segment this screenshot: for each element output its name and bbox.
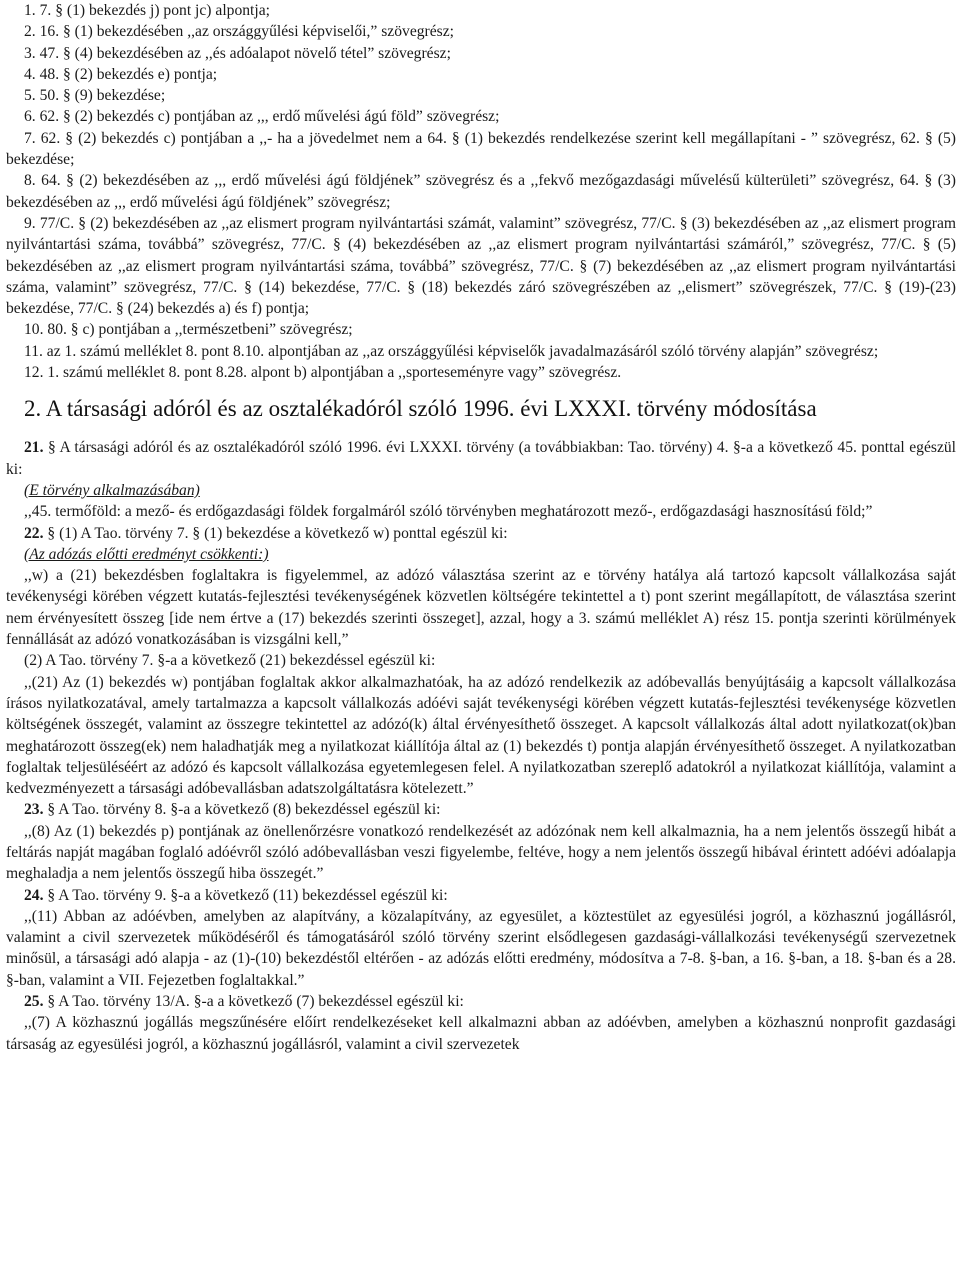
quoted-provision: ,,(8) Az (1) bekezdés p) pontjának az önellenőrzésre vonatkozó rendelkezését az adózónak nem kell alkalmaznia, ha a nem jelentős összegű hibát a feltárás napját magában foglaló adóévről szóló adóbevallásban veszi figyelembe, feltéve, hogy a nem jelentős összegű hibával érintett adóévi adóalapja meghaladja a nem jelentős összegű hiba összegét.” xyxy=(6,822,956,883)
paragraph: (2) A Tao. törvény 7. §-a a következő (21) bekezdéssel egészül ki: xyxy=(24,652,436,670)
section-number: 25. xyxy=(24,993,44,1011)
quoted-provision: ,,w) a (21) bekezdésben foglaltakra is figyelemmel, az adózó választása szerint az e törvény hatálya alá tartozó kapcsolt vállalkozása saját tevékenységi körében végzett kutatás-fejlesztési tevékenységének közvetlen költségére tekintettel a t) pont szerint megállapított, de választása szerint nem érvényesített összeg [ide nem értve a (17) bekezdés szerinti összeget], azzal, hogy a 3. számú melléklet A) rész 15. pontja szerinti körülmények fennállását az adózó vonatkozásában is vizsgálni kell,” xyxy=(6,567,956,649)
context-heading: (E törvény alkalmazásában) xyxy=(24,481,200,499)
context-heading: (Az adózás előtti eredményt csökkenti:) xyxy=(24,545,269,563)
section-number: 22. xyxy=(24,524,44,542)
list-item: 9. 77/C. § (2) bekezdésében az ,,az elismert program nyilvántartási számát, valamint” szövegrész, 77/C. § (3) bekezdésében az ,,az elismert program nyilvántartási száma, továbbá” szövegrész, 77/C. § (4) bekezdésében az ,,az elismert program nyilvántartási számáról,” szövegrész, 77/C. § (5) bekezdésében az ,,az elismert program nyilvántartási száma, továbbá” szövegrész, 77/C. § (7) bekezdésében az ,,az elismert program nyilvántartási száma, valamint” szövegrész, 77/C. § (14) bekezdése, 77/C. § (18) bekezdés záró szövegrészében az ,,elismert” szövegrészek, 77/C. § (19)-(23) bekezdése, 77/C. § (24) bekezdés a) és f) pontja; xyxy=(6,214,956,318)
list-item: 5. 50. § (9) bekezdése; xyxy=(24,87,166,105)
section-21 xyxy=(6,437,956,480)
section-number: 24. xyxy=(24,886,44,904)
section-22 xyxy=(6,523,956,544)
list-item: 12. 1. számú melléklet 8. pont 8.28. alpont b) alpontjában a ,,sporteseményre vagy” szövegrész. xyxy=(24,364,622,382)
list-item: 7. 62. § (2) bekezdés c) pontjában a ,,- ha a jövedelmet nem a 64. § (1) bekezdés rendelkezése szerint kell megállapítani - ” szövegrész, 62. § (5) bekezdése; xyxy=(6,129,956,169)
section-24 xyxy=(6,885,956,906)
list-item: 1. 7. § (1) bekezdés j) pont jc) alpontja; xyxy=(24,2,270,19)
list-item: 3. 47. § (4) bekezdésében az ,,és adóalapot növelő tétel” szövegrész; xyxy=(24,44,451,62)
section-number: 21. xyxy=(24,439,44,457)
quoted-provision: ,,(7) A közhasznú jogállás megszűnésére előírt rendelkezéseket kell alkalmazni abban az adóévben, amelyben a közhasznú nonprofit gazdasági társaság az egyesülési jogról, a közhasznú jogállásról, valamint a civil szervezetek xyxy=(6,1014,956,1053)
section-text: § A Tao. törvény 8. §-a a következő (8) bekezdéssel egészül ki: xyxy=(43,801,441,819)
list-item: 4. 48. § (2) bekezdés e) pontja; xyxy=(24,65,218,83)
section-number: 23. xyxy=(24,801,44,819)
quoted-provision: ,,45. termőföld: a mező- és erdőgazdasági földek forgalmáról szóló törvényben meghatározott mező-, erdőgazdasági hasznosítású föld;” xyxy=(24,503,873,521)
list-item: 10. 80. § c) pontjában a ,,természetbeni” szövegrész; xyxy=(24,321,353,339)
quoted-provision: ,,(21) Az (1) bekezdés w) pontjában foglaltak akkor alkalmazhatóak, ha az adózó rendelkezik az adóbevallás benyújtásáig a kapcsolt vállalkozása írásos nyilatkozatával, amely tartalmazza a kapcsolt vállalkozás adóévi saját tevékenységi körében végzett kutatás-fejlesztési tevékenysége közvetlen költségének összegét, valamint az összegre tekintettel az adózó(k) által érvényesíthető összeget. A kapcsolt vállalkozás által adott nyilatkozat(ok)ban meghatározott összeg(ek) nem haladhatják meg a nyilatkozat kiállítója által az (1) bekezdés t) pontja alapján érvényesíthető összeget. A nyilatkozatban foglaltak teljesüléséért az adózó és kapcsolt vállalkozása egyetemlegesen felel. A nyilatkozatban szereplő adatokról a nyilatkozat kiállítója, valamint a kedvezményezett a társasági adóbevallásban adatszolgáltatásra kötelezett.” xyxy=(6,673,956,798)
quoted-provision: ,,(11) Abban az adóévben, amelyben az alapítvány, a közalapítvány, az egyesület, a köztestület az egyesülési jogról, a közhasznú jogállásról, valamint a civil szervezetek működéséről és támogatásáról szóló törvény szerint elsődlegesen gazdasági-vállalkozási tevékenységű szervezetnek minősül, a társasági adó alapja - az (1)-(10) bekezdéstől eltérően - az adózás előtti eredmény, módosítva a 7-8. §-ban, a 16. §-ban, a 18. §-ban és a 28. §-ban, valamint a VII. Fejezetben foglaltakkal.” xyxy=(6,907,956,989)
section-23 xyxy=(6,799,956,820)
section-heading: 2. A társasági adóról és az osztalékadóról szóló 1996. évi LXXXI. törvény módosítása xyxy=(24,396,817,422)
list-item: 8. 64. § (2) bekezdésében az ,,, erdő művelési ágú földjének” szövegrész és a ,,fekvő mezőgazdasági művelésű külterületi” szövegrész, 64. § (3) bekezdésében az ,,, erdő művelési ágú földjének” szövegrész; xyxy=(6,172,956,211)
section-text: § (1) A Tao. törvény 7. § (1) bekezdése a következő w) ponttal egészül ki: xyxy=(43,524,508,542)
section-text: § A Tao. törvény 9. §-a a következő (11) bekezdéssel egészül ki: xyxy=(43,886,448,904)
section-text: § A Tao. törvény 13/A. §-a a következő (7) bekezdéssel egészül ki: xyxy=(43,993,464,1011)
list-item: 11. az 1. számú melléklet 8. pont 8.10. alpontjában az ,,az országgyűlési képviselők javadalmazásáról szóló törvény alapján” szövegrész; xyxy=(24,342,879,360)
section-25 xyxy=(6,991,956,1012)
list-item: 2. 16. § (1) bekezdésében ,,az országgyűlési képviselői,” szövegrész; xyxy=(24,23,454,41)
section-text: § A társasági adóról és az osztalékadóról szóló 1996. évi LXXXI. törvény (a továbbiakban: Tao. törvény) 4. §-a a következő 45. ponttal egészül ki: xyxy=(6,439,956,478)
repeal-list xyxy=(6,0,956,383)
list-item: 6. 62. § (2) bekezdés c) pontjában az ,,, erdő művelési ágú föld” szövegrész; xyxy=(24,108,500,126)
